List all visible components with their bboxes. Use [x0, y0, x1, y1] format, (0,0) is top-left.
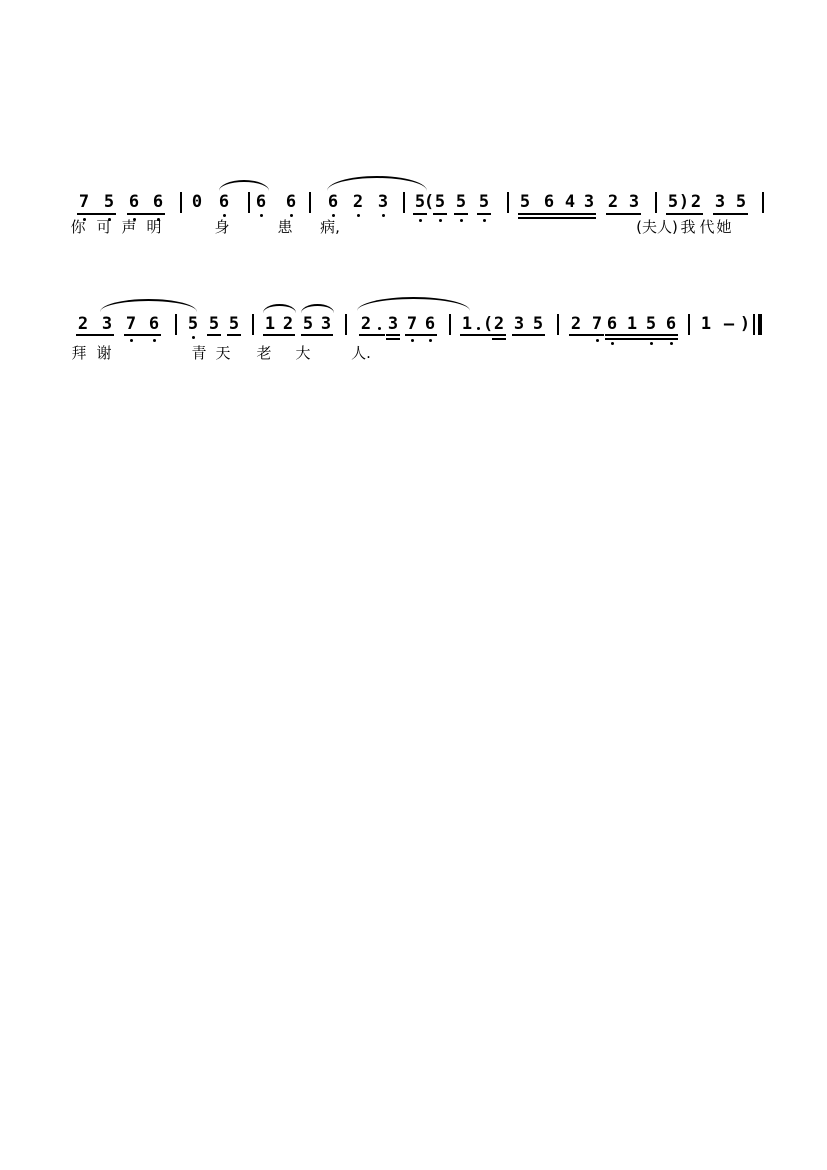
final-barline-thin [753, 314, 755, 335]
barline [688, 314, 690, 335]
barline [252, 314, 254, 335]
beat-beam [569, 334, 604, 336]
jianpu-note: 5 [645, 314, 657, 334]
lyric-syllable: 大 [295, 344, 311, 362]
jianpu-note: 3 [583, 192, 595, 212]
jianpu-note: 3 [377, 192, 389, 212]
jianpu-note: 2 [690, 192, 702, 212]
jianpu-note: 5 [735, 192, 747, 212]
lyric-syllable: 身 [214, 218, 230, 236]
jianpu-note: 6 [606, 314, 618, 334]
beat-beam [76, 334, 114, 336]
jianpu-note: 7 [125, 314, 137, 334]
lyric-syllable: 拜 [71, 344, 87, 362]
slur [301, 304, 334, 313]
jianpu-note: 1 [461, 314, 473, 334]
beat-beam [227, 334, 241, 336]
jianpu-note: 6 [255, 192, 267, 212]
jianpu-note: 6 [148, 314, 160, 334]
jianpu-note: 1 [700, 314, 712, 334]
beat-beam [605, 338, 678, 340]
jianpu-note: 6 [424, 314, 436, 334]
beat-beam [460, 334, 492, 336]
jianpu-note: 7 [406, 314, 418, 334]
jianpu-note: 3 [320, 314, 332, 334]
octave-dot [153, 339, 156, 342]
jianpu-note: 2 [570, 314, 582, 334]
beat-beam [605, 334, 678, 336]
jianpu-note: 2 [493, 314, 505, 334]
slur [357, 297, 470, 311]
octave-dot [670, 342, 673, 345]
jianpu-note: 3 [714, 192, 726, 212]
jianpu-note: 5 [228, 314, 240, 334]
jianpu-note: 5 [519, 192, 531, 212]
lyric-syllable: 我 [680, 218, 696, 236]
beat-beam [512, 334, 545, 336]
lyric-syllable: 代 [699, 218, 715, 236]
slur [263, 304, 296, 313]
jianpu-note: 5 [532, 314, 544, 334]
jianpu-note: 7 [78, 192, 90, 212]
beat-beam [263, 334, 295, 336]
lyric-syllable: 老 [256, 344, 272, 362]
jianpu-note: 6 [327, 192, 339, 212]
jianpu-note: 6 [665, 314, 677, 334]
jianpu-note: 5 [455, 192, 467, 212]
lyric-syllable: 病, [320, 218, 340, 236]
lyric-syllable: 她 [716, 218, 732, 236]
barline [345, 314, 347, 335]
jianpu-note: — [723, 314, 735, 334]
octave-dot [192, 336, 195, 339]
lyric-syllable: 患 [277, 218, 293, 236]
jianpu-note: 6 [543, 192, 555, 212]
barline [175, 314, 177, 335]
jianpu-note: 0 [191, 192, 203, 212]
jianpu-note: 2 [607, 192, 619, 212]
octave-dot [650, 342, 653, 345]
lyric-syllable: 谢 [96, 344, 112, 362]
lyric-syllable: 青 [191, 344, 207, 362]
jianpu-note: 6 [152, 192, 164, 212]
lyric-syllable: 可 [96, 218, 112, 236]
augmentation-dot [378, 327, 381, 330]
beat-beam [301, 334, 333, 336]
beat-beam [492, 334, 506, 336]
jianpu-note: 2 [352, 192, 364, 212]
octave-dot [130, 339, 133, 342]
lyric-syllable: 天 [215, 344, 231, 362]
jianpu-note: 6 [285, 192, 297, 212]
lyric-syllable: 明 [146, 218, 162, 236]
slur [100, 299, 197, 312]
jianpu-note: ( [482, 314, 494, 334]
beat-beam [386, 334, 400, 336]
jianpu-note: 5 [478, 192, 490, 212]
beat-beam [359, 334, 385, 336]
beat-beam [386, 338, 400, 340]
lyric-syllable: 人. [351, 344, 371, 362]
jianpu-note: ) [678, 192, 690, 212]
jianpu-note: 1 [264, 314, 276, 334]
jianpu-note: 6 [128, 192, 140, 212]
jianpu-note: 2 [360, 314, 372, 334]
jianpu-note: 4 [564, 192, 576, 212]
octave-dot [611, 342, 614, 345]
jianpu-note: 3 [628, 192, 640, 212]
jianpu-note: 5 [187, 314, 199, 334]
beat-beam [405, 334, 437, 336]
lyric-syllable: 你 [70, 218, 86, 236]
augmentation-dot [477, 327, 480, 330]
jianpu-note: 5 [302, 314, 314, 334]
jianpu-note: 2 [282, 314, 294, 334]
jianpu-note: 5 [667, 192, 679, 212]
jianpu-note: ) [739, 314, 751, 334]
octave-dot [411, 339, 414, 342]
jianpu-note: 1 [626, 314, 638, 334]
jianpu-note: 5 [414, 192, 426, 212]
jianpu-note: 2 [77, 314, 89, 334]
jianpu-note: 3 [101, 314, 113, 334]
jianpu-note: 3 [387, 314, 399, 334]
octave-dot [429, 339, 432, 342]
lyric-syllable: 声 [121, 218, 137, 236]
lyric-syllable: (夫人) [636, 218, 678, 236]
jianpu-note: 3 [513, 314, 525, 334]
barline [557, 314, 559, 335]
barline [449, 314, 451, 335]
jianpu-note: 7 [591, 314, 603, 334]
beat-beam [492, 338, 506, 340]
jianpu-note: 6 [218, 192, 230, 212]
beat-beam [124, 334, 161, 336]
octave-dot [596, 339, 599, 342]
beat-beam [207, 334, 221, 336]
jianpu-note: 5 [434, 192, 446, 212]
jianpu-note: 5 [208, 314, 220, 334]
final-barline-thick [758, 314, 762, 335]
jianpu-note: 5 [103, 192, 115, 212]
jianpu-note: ( [423, 192, 435, 212]
